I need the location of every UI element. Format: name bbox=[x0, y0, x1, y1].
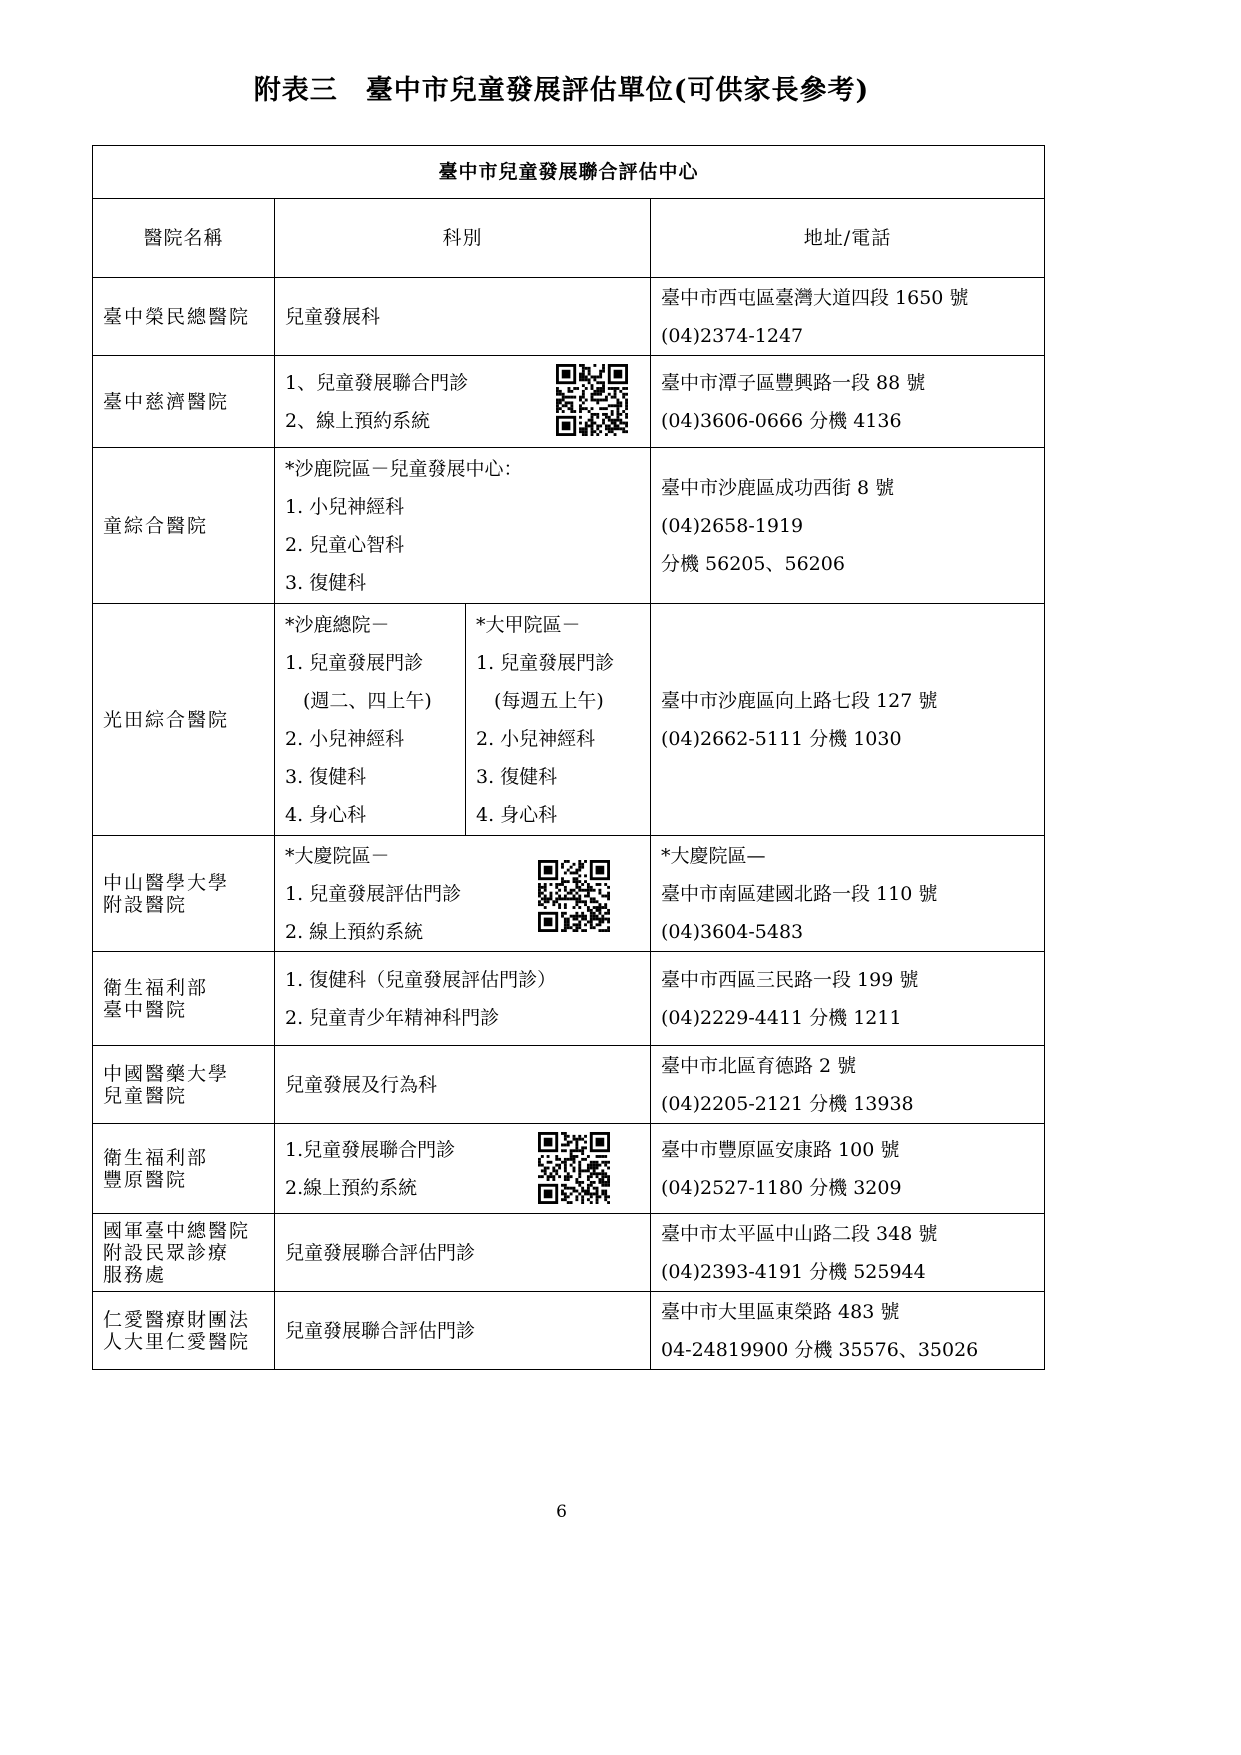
address-line: 臺中市大里區東榮路 483 號 bbox=[661, 1300, 900, 1323]
department-cell-right bbox=[466, 604, 651, 836]
header-hospital: 醫院名稱 bbox=[93, 199, 275, 278]
phone-line: (04)2205-2121 分機 13938 bbox=[661, 1092, 914, 1115]
hospital-name bbox=[93, 604, 275, 836]
hospital-name bbox=[93, 448, 275, 604]
address-line: 臺中市沙鹿區向上路七段 127 號 bbox=[661, 689, 938, 712]
table-row bbox=[93, 1292, 1045, 1370]
page-number: 6 bbox=[556, 1502, 567, 1522]
department-cell bbox=[275, 448, 651, 604]
hospital-name-line: 童綜合醫院 bbox=[103, 514, 209, 537]
extension-line: 分機 56205、56206 bbox=[661, 552, 845, 575]
department-cell bbox=[275, 356, 651, 448]
address-cell bbox=[651, 1124, 1045, 1214]
page-title: 附表三 臺中市兒童發展評估單位(可供家長參考) bbox=[253, 75, 870, 106]
hospital-name bbox=[93, 1124, 275, 1214]
department-cell bbox=[275, 952, 651, 1046]
header-department: 科別 bbox=[275, 199, 651, 278]
department-cell bbox=[275, 1046, 651, 1124]
hospital-name bbox=[93, 836, 275, 952]
department-line: 3. 復健科 bbox=[476, 765, 558, 788]
department-line: 兒童發展聯合評估門診 bbox=[285, 1319, 476, 1342]
address-cell bbox=[651, 604, 1045, 836]
department-line: (週二、四上午) bbox=[303, 689, 432, 712]
phone-line: (04)2662-5111 分機 1030 bbox=[661, 727, 902, 750]
department-cell bbox=[275, 278, 651, 356]
hospital-name-line: 豐原醫院 bbox=[103, 1168, 188, 1191]
address-line: *大慶院區— bbox=[661, 844, 766, 867]
address-line: 臺中市南區建國北路一段 110 號 bbox=[661, 882, 938, 905]
address-line: 臺中市沙鹿區成功西街 8 號 bbox=[661, 476, 895, 499]
department-line: 兒童發展及行為科 bbox=[285, 1073, 438, 1096]
department-cell bbox=[275, 1214, 651, 1292]
table-caption: 臺中市兒童發展聯合評估中心 bbox=[93, 146, 1045, 199]
department-line: 2. 線上預約系統 bbox=[285, 920, 424, 943]
department-line: 1. 復健科（兒童發展評估門診） bbox=[285, 968, 557, 991]
table-row bbox=[93, 1124, 1045, 1214]
hospital-name-line: 附設民眾診療 bbox=[103, 1241, 230, 1264]
department-line: 1. 小兒神經科 bbox=[285, 495, 405, 518]
phone-line: 04-24819900 分機 35576、35026 bbox=[661, 1338, 979, 1361]
department-line: 2、線上預約系統 bbox=[285, 409, 431, 432]
hospital-name bbox=[93, 1292, 275, 1370]
hospital-name bbox=[93, 1214, 275, 1292]
evaluation-units-table bbox=[92, 145, 1045, 1370]
phone-line: (04)2393-4191 分機 525944 bbox=[661, 1260, 926, 1283]
department-line: 4. 身心科 bbox=[285, 803, 367, 826]
table-row bbox=[93, 604, 1045, 836]
address-line: 臺中市北區育德路 2 號 bbox=[661, 1054, 857, 1077]
qr-code-icon[interactable] bbox=[538, 860, 610, 932]
hospital-name-line: 臺中醫院 bbox=[103, 998, 188, 1021]
phone-line: (04)2229-4411 分機 1211 bbox=[661, 1006, 902, 1029]
table-row bbox=[93, 952, 1045, 1046]
header-address-phone: 地址/電話 bbox=[651, 199, 1045, 278]
address-line: 臺中市潭子區豐興路一段 88 號 bbox=[661, 371, 926, 394]
address-cell bbox=[651, 952, 1045, 1046]
address-line: 臺中市太平區中山路二段 348 號 bbox=[661, 1222, 938, 1245]
address-cell bbox=[651, 836, 1045, 952]
department-line: 4. 身心科 bbox=[476, 803, 558, 826]
hospital-name-line: 附設醫院 bbox=[103, 893, 188, 916]
department-line: (每週五上午) bbox=[494, 689, 604, 712]
department-line: *沙鹿院區－兒童發展中心： bbox=[285, 457, 523, 480]
phone-line: (04)2374-1247 bbox=[661, 324, 804, 347]
hospital-name-line: 人大里仁愛醫院 bbox=[103, 1330, 251, 1353]
address-cell bbox=[651, 448, 1045, 604]
hospital-name-line: 仁愛醫療財團法 bbox=[103, 1308, 251, 1331]
department-cell bbox=[275, 1124, 651, 1214]
department-line: 3. 復健科 bbox=[285, 571, 367, 594]
address-line: 臺中市西屯區臺灣大道四段 1650 號 bbox=[661, 286, 969, 309]
department-line: *大甲院區－ bbox=[476, 613, 581, 636]
department-cell bbox=[275, 1292, 651, 1370]
department-line: *沙鹿總院－ bbox=[285, 613, 390, 636]
department-line: *大慶院區－ bbox=[285, 844, 390, 867]
department-line: 2. 兒童青少年精神科門診 bbox=[285, 1006, 500, 1029]
hospital-name-line: 衛生福利部 bbox=[103, 1146, 209, 1169]
department-line: 1.兒童發展聯合門診 bbox=[285, 1138, 456, 1161]
address-cell bbox=[651, 356, 1045, 448]
hospital-name-line: 中山醫學大學 bbox=[103, 871, 230, 894]
department-line: 1. 兒童發展門診 bbox=[476, 651, 615, 674]
department-line: 2. 小兒神經科 bbox=[285, 727, 405, 750]
address-cell bbox=[651, 1046, 1045, 1124]
hospital-name bbox=[93, 356, 275, 448]
department-line: 兒童發展科 bbox=[285, 305, 381, 328]
hospital-name-line: 臺中慈濟醫院 bbox=[103, 390, 230, 413]
table-row bbox=[93, 448, 1045, 604]
department-cell-left bbox=[275, 604, 466, 836]
department-line: 2. 兒童心智科 bbox=[285, 533, 405, 556]
qr-code-icon[interactable] bbox=[538, 1132, 610, 1204]
hospital-name-line: 衛生福利部 bbox=[103, 976, 209, 999]
qr-code-icon[interactable] bbox=[556, 364, 628, 436]
phone-line: (04)2527-1180 分機 3209 bbox=[661, 1176, 902, 1199]
table-row bbox=[93, 278, 1045, 356]
hospital-name-line: 國軍臺中總醫院 bbox=[103, 1219, 251, 1242]
address-cell bbox=[651, 278, 1045, 356]
department-line: 1. 兒童發展門診 bbox=[285, 651, 424, 674]
department-line: 兒童發展聯合評估門診 bbox=[285, 1241, 476, 1264]
hospital-name-line: 兒童醫院 bbox=[103, 1084, 188, 1107]
department-line: 2. 小兒神經科 bbox=[476, 727, 596, 750]
department-line: 2.線上預約系統 bbox=[285, 1176, 418, 1199]
department-line: 1、兒童發展聯合門診 bbox=[285, 371, 469, 394]
hospital-name bbox=[93, 278, 275, 356]
table-row bbox=[93, 356, 1045, 448]
address-cell bbox=[651, 1292, 1045, 1370]
table-row bbox=[93, 1046, 1045, 1124]
hospital-name bbox=[93, 1046, 275, 1124]
address-line: 臺中市豐原區安康路 100 號 bbox=[661, 1138, 900, 1161]
table-row bbox=[93, 1214, 1045, 1292]
phone-line: (04)3606-0666 分機 4136 bbox=[661, 409, 902, 432]
phone-line: (04)2658-1919 bbox=[661, 514, 804, 537]
hospital-name-line: 中國醫藥大學 bbox=[103, 1062, 230, 1085]
department-line: 3. 復健科 bbox=[285, 765, 367, 788]
department-line: 1. 兒童發展評估門診 bbox=[285, 882, 462, 905]
hospital-name-line: 臺中榮民總醫院 bbox=[103, 305, 251, 328]
phone-line: (04)3604-5483 bbox=[661, 920, 804, 943]
hospital-name-line: 光田綜合醫院 bbox=[103, 708, 230, 731]
hospital-name-line: 服務處 bbox=[103, 1263, 167, 1286]
department-cell bbox=[275, 836, 651, 952]
address-line: 臺中市西區三民路一段 199 號 bbox=[661, 968, 919, 991]
table-row bbox=[93, 836, 1045, 952]
hospital-name bbox=[93, 952, 275, 1046]
address-cell bbox=[651, 1214, 1045, 1292]
